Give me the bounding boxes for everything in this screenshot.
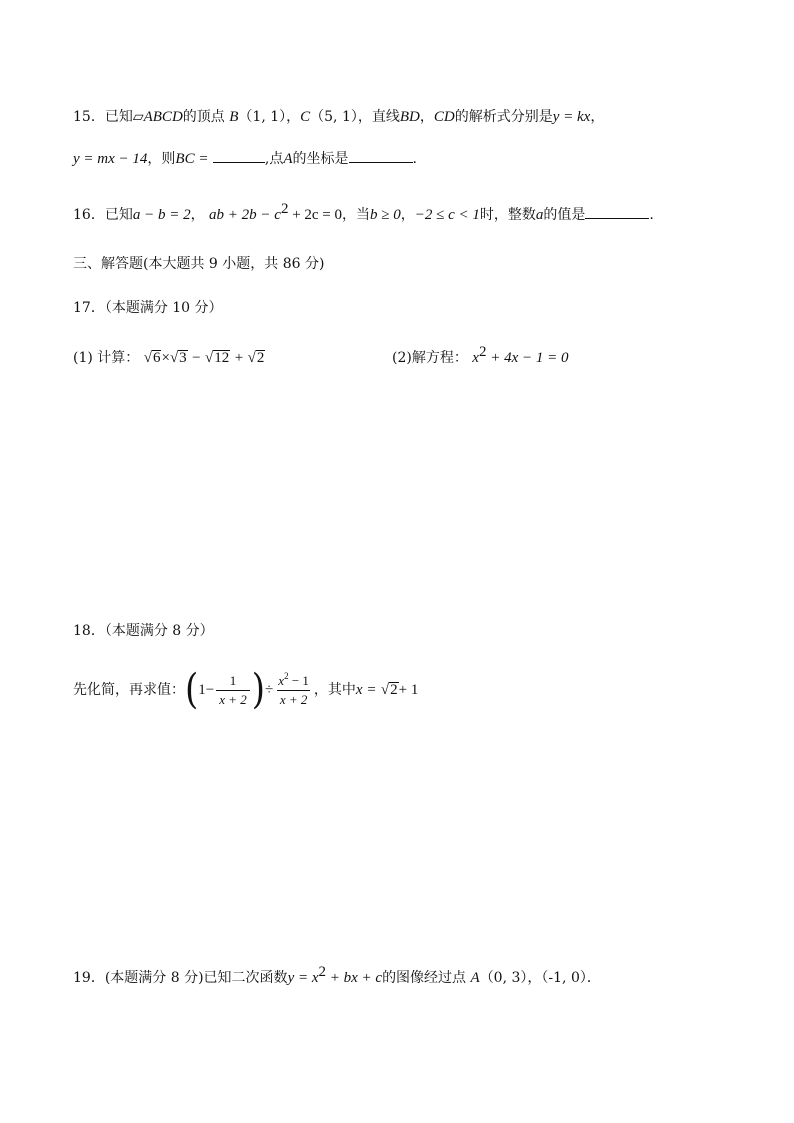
q17-part2: (2)解方程： $x^2 + 4x - 1 = 0$ (392, 344, 569, 366)
sqrt-12: √ 12 (205, 350, 230, 366)
q18-expression: 先化简，再求值：(1− $\frac{1}{x + 2}$ )÷ $\frac{x^2 - 1}{x + 2}$ ，其中x = √ 2 + 1 (73, 666, 419, 714)
right-paren: ) (251, 666, 266, 714)
section-3-heading: 三、解答题(本大题共 9 小题，共 86 分) (73, 256, 325, 272)
fraction-2: $\frac{x^2 - 1}{x + 2}$ (278, 670, 309, 707)
q15-line1: 15．已知▱ABCD的顶点 B（1, 1），C（5, 1），直线BD，CD的解析式分别是y = kx， (73, 109, 605, 125)
q15-answer-blank-2[interactable] (349, 148, 413, 163)
left-paren: ( (185, 666, 199, 714)
sqrt-3: √ 3 (169, 350, 187, 366)
sqrt-2: √ 2 (247, 350, 265, 366)
q17-heading: 17．（本题满分 10 分） (73, 300, 223, 316)
q16-line: 16．已知a − b = 2， ab + $2b - c^2 + 2c = 0$，当b ≥ 0，−2 ≤ c < 1时，整数a的值是 . (73, 201, 654, 223)
q16-number: 16． (73, 207, 105, 223)
q19-line: 19．(本题满分 8 分)已知二次函数$y = x^2$ + bx + c的图像经过点 A（0, 3），（-1, 0）． (73, 964, 601, 986)
sqrt-2-b: √ 2 (380, 682, 398, 698)
q17-part1: (1) 计算： √ 6 × √ 3 − √ 12 + √ 2 (73, 350, 265, 366)
fraction-1: $\frac{1}{x + 2}$ (216, 673, 250, 708)
q15-answer-blank-1[interactable] (213, 148, 265, 163)
q16-answer-blank[interactable] (585, 204, 649, 219)
q18-heading: 18．（本题满分 8 分） (73, 623, 214, 639)
q15-line2: y = mx − 14，则BC = ,点A的坐标是 . (73, 148, 417, 169)
sqrt-6: √ 6 (143, 350, 161, 366)
q19-number: 19． (73, 970, 105, 986)
q15-number: 15． (73, 109, 105, 125)
